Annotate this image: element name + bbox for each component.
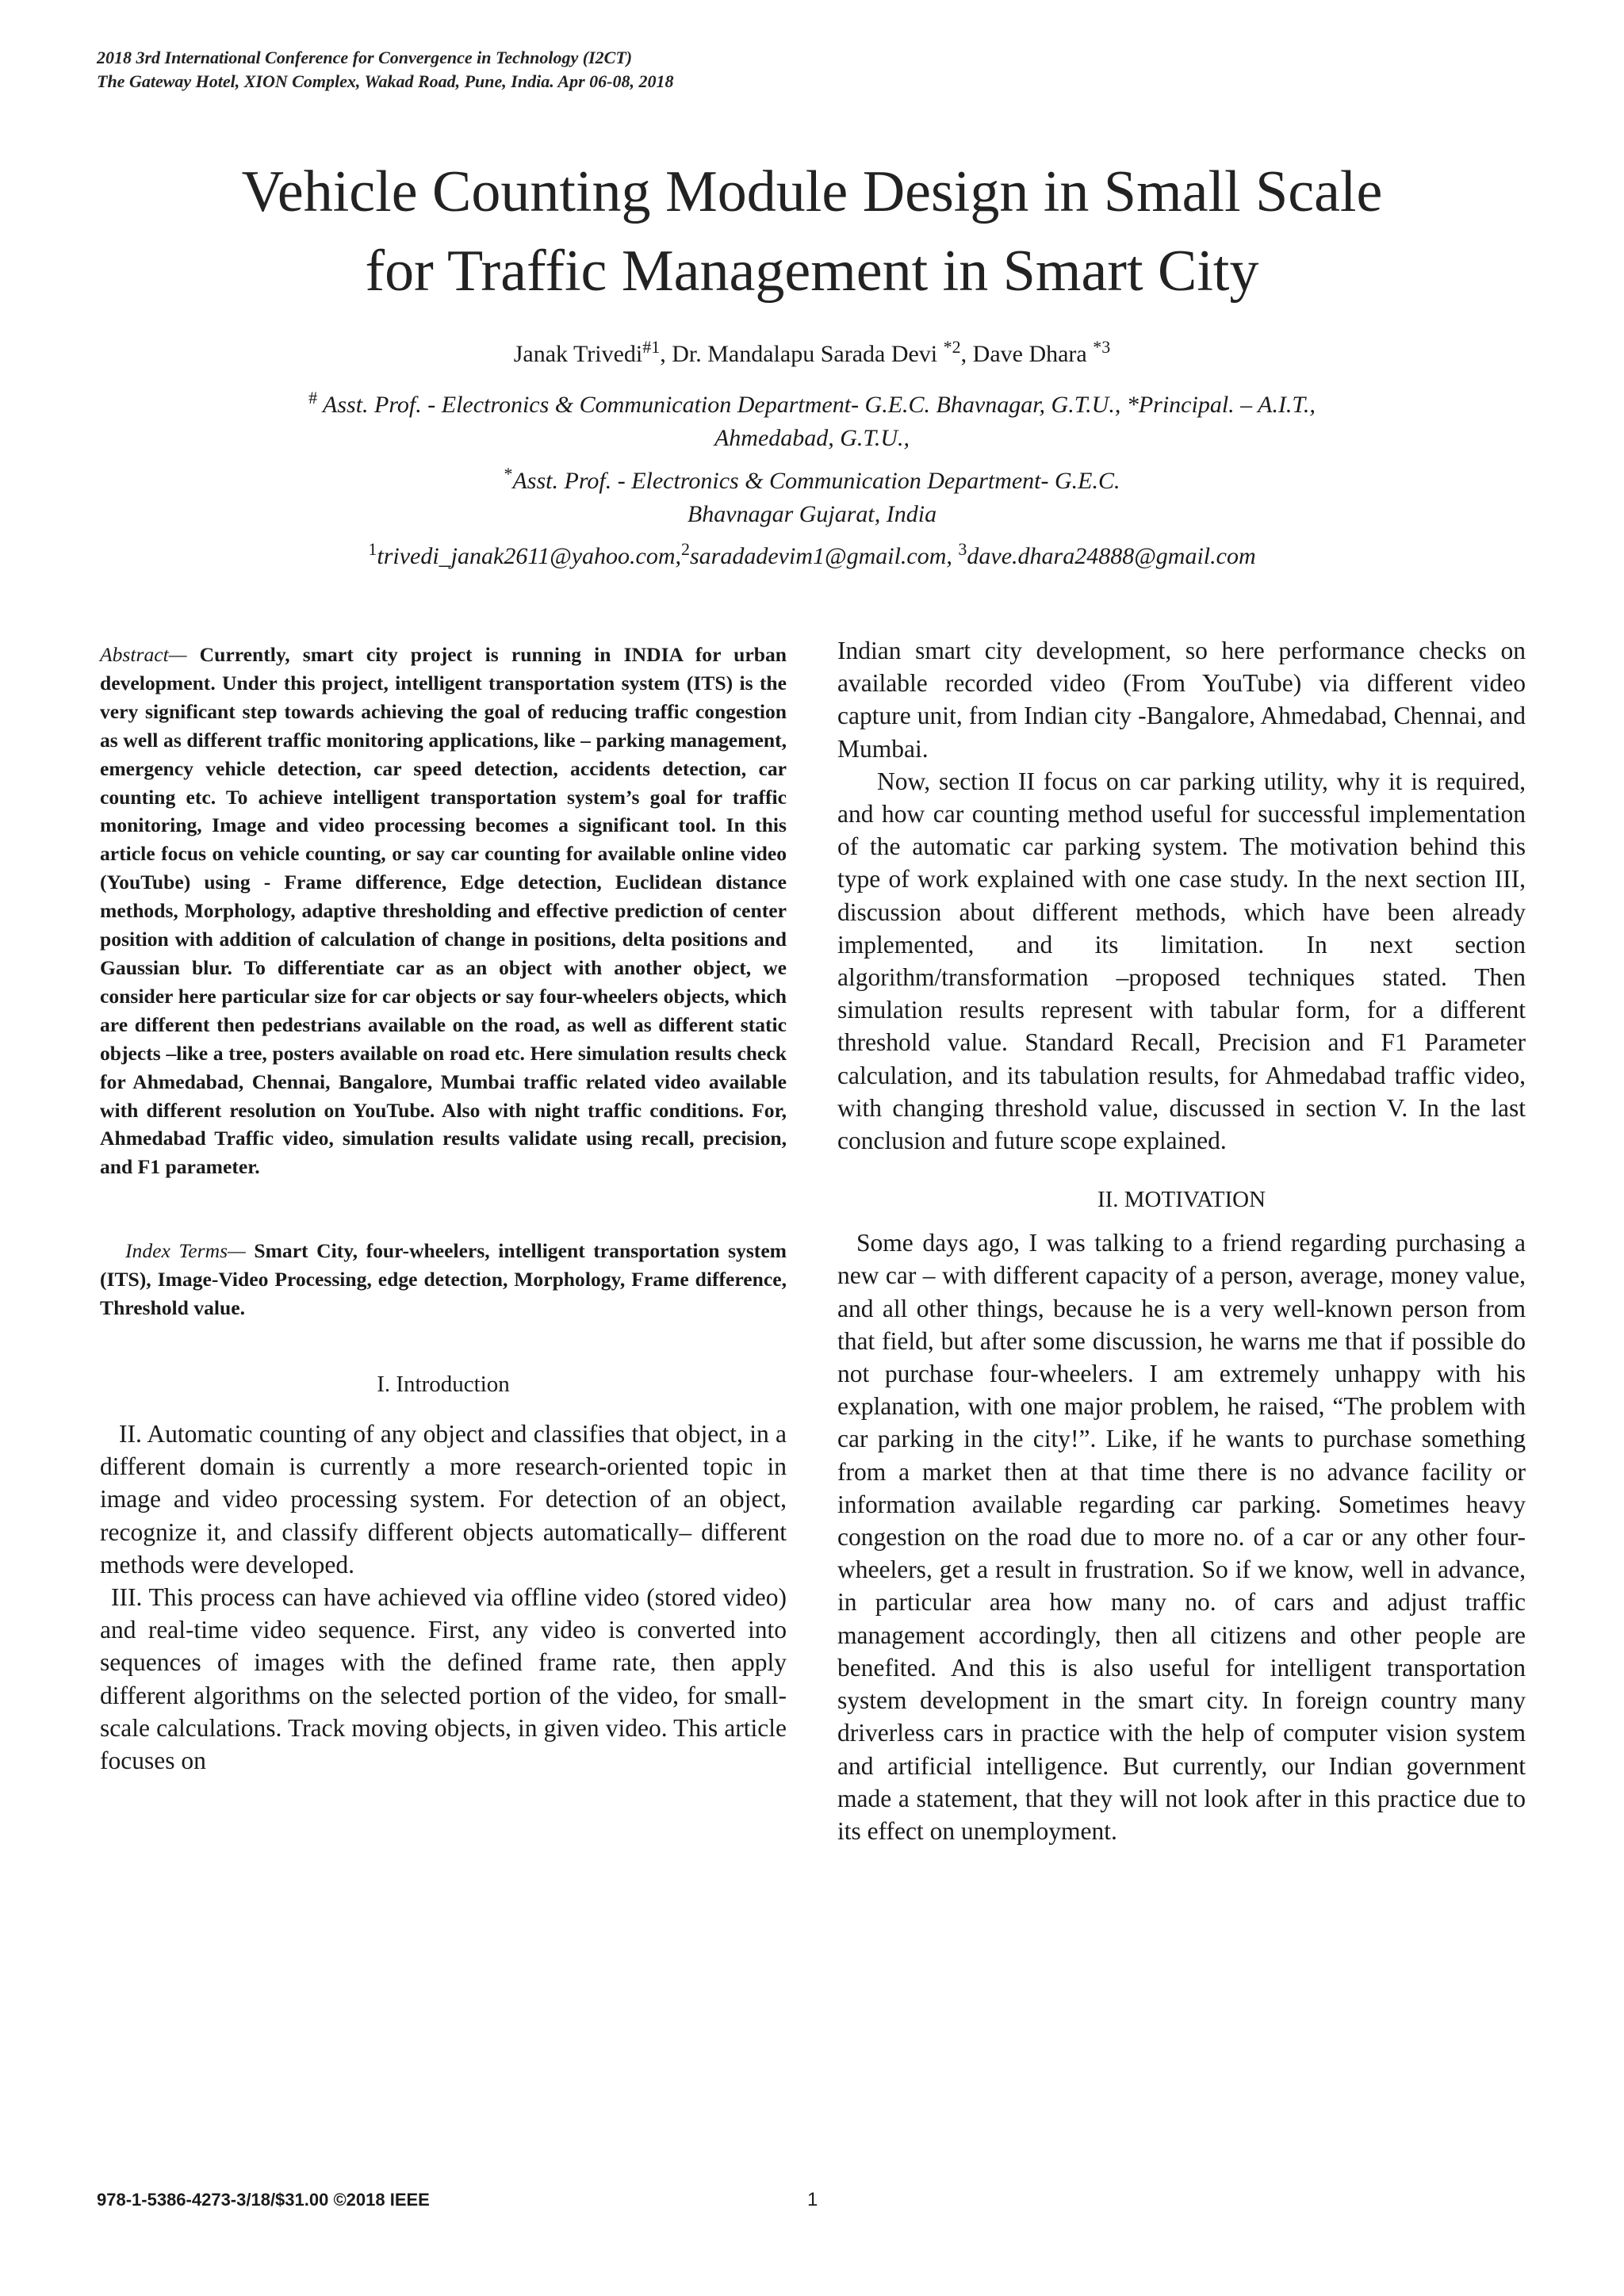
intro-paragraph-3: Indian smart city development, so here performance checks on available recorded video (From YouTube) via different video capture unit, from Indian city -Bangalore, Ahmedabad, Chennai, and Mumbai.	[837, 637, 1526, 763]
abstract	[100, 641, 787, 1181]
author-1: Janak Trivedi	[513, 341, 643, 367]
conference-venue: The Gateway Hotel, XION Complex, Wakad Road, Pune, India. Apr 06-08, 2018	[97, 71, 674, 91]
affiliation-2	[0, 457, 1624, 531]
section-heading-introduction: I. Introduction	[377, 1371, 510, 1397]
author-3-mark: *3	[1093, 337, 1111, 357]
index-terms-label: Index Terms—	[125, 1239, 246, 1263]
affiliation-1	[0, 381, 1624, 455]
page-number: 1	[807, 2189, 818, 2210]
index-terms-text: Smart City, four-wheelers, intelligent transportation system (ITS), Image-Video Processing, edge detection, Morphology, Frame difference, Threshold value.	[100, 1239, 787, 1320]
conference-name: 2018 3rd International Conference for Convergence in Technology (I2CT)	[97, 48, 633, 67]
author-2-mark: *2	[943, 337, 961, 357]
email-list	[0, 533, 1624, 573]
abstract-text: Currently, smart city project is running in INDIA for urban development. Under this project, intelligent transportation system (ITS) is the very significant step towards achieving the goal of reducing traffic congestion as well as different traffic monitoring applications, like – parking management, emergency vehicle detection, car speed detection, accidents detection, car counting etc. To achieve intelligent transportation system’s goal for traffic monitoring, Image and video processing becomes a significant tool. In this article focus on vehicle counting, or say car counting for available online video (YouTube) using - Frame difference, Edge detection, Euclidean distance methods, Morphology, adaptive thresholding and effective prediction of center position with addition of calculation of change in positions, delta positions and Gaussian blur. To differentiate car as an object with another object, we consider here particular size for car objects or say four-wheelers objects, which are different then pedestrians available on the road, as well as different static objects –like a tree, posters available on road etc. Here simulation results check for Ahmedabad, Chennai, Bangalore, Mumbai traffic related video available with different resolution on YouTube. Also with night traffic conditions. For, Ahmedabad Traffic video, simulation results validate using recall, precision, and F1 parameter.	[100, 643, 787, 1179]
affiliation-2-line-2: Bhavnagar Gujarat, India	[687, 501, 937, 527]
author-2: , Dr. Mandalapu Sarada Devi	[660, 341, 944, 367]
right-column	[837, 634, 1526, 1847]
affiliation-1-line-1: Asst. Prof. - Electronics & Communication Department- G.E.C. Bhavnagar, G.T.U., *Principal. – A.I.T.,	[317, 392, 1316, 418]
email-1-mark: 1	[368, 539, 377, 559]
paper-title	[0, 152, 1624, 311]
email-2-mark: 2	[681, 539, 690, 559]
affiliation-1-mark: #	[308, 388, 318, 408]
email-1[interactable]: trivedi_janak2611@yahoo.com,	[377, 543, 681, 569]
left-column	[100, 641, 787, 1777]
author-list	[0, 331, 1624, 370]
copyright-isbn: 978-1-5386-4273-3/18/$31.00 ©2018 IEEE	[97, 2190, 430, 2210]
intro-paragraph-2: III. This process can have achieved via offline video (stored video) and real-time video sequence. First, any video is converted into sequences of images with the defined frame rate, then apply different algorithms on the selected portion of the video, for small-scale calculations. Track moving objects, in given video. This article focuses on	[100, 1582, 787, 1774]
email-2[interactable]: saradadevim1@gmail.com,	[690, 543, 959, 569]
conference-header	[97, 46, 673, 94]
abstract-label: Abstract—	[100, 643, 187, 666]
affiliation-2-mark: *	[504, 464, 513, 484]
author-3: , Dave Dhara	[960, 341, 1094, 367]
motivation-paragraph-1: Some days ago, I was talking to a friend regarding purchasing a new car – with different capacity of a person, average, money value, and all other things, because he is a very well-known person from that field, but after some discussion, he warns me that if possible do not purchase four-wheelers. I am extremely unhappy with his explanation, with one major problem, he raised, “The problem with car parking in the city!”. Like, if he wants to purchase something from a market then at that time there is no advance facility or information available regarding car parking. Sometimes heavy congestion on the road due to more no. of a car or any other four-wheelers, get a result in frustration. So if we know, well in advance, in particular area how many no. of cars and adjust traffic management accordingly, then all citizens and other people are benefited. And this is also useful for intelligent transportation system development in the smart city. In foreign country many driverless cars in practice with the help of computer vision system and artificial intelligence. But currently, our Indian government made a statement, that they will not look after in this practice due to its effect on unemployment.	[837, 1229, 1526, 1845]
email-3[interactable]: dave.dhara24888@gmail.com	[967, 543, 1256, 569]
affiliation-1-line-2: Ahmedabad, G.T.U.,	[714, 425, 910, 451]
title-line-1: Vehicle Counting Module Design in Small Scale	[241, 159, 1383, 224]
title-line-2: for Traffic Management in Smart City	[365, 239, 1259, 304]
section-heading-motivation: II. MOTIVATION	[1097, 1187, 1266, 1213]
index-terms	[100, 1237, 787, 1322]
intro-paragraph-1: II. Automatic counting of any object and classifies that object, in a different domain is currently a more research-oriented topic in image and video processing system. For detection of an object, recognize it, and classify different objects automatically– different methods were developed.	[100, 1419, 787, 1578]
email-3-mark: 3	[958, 539, 967, 559]
author-1-mark: #1	[642, 337, 661, 357]
affiliation-2-line-1: Asst. Prof. - Electronics & Communication Department- G.E.C.	[512, 468, 1120, 494]
intro-paragraph-4: Now, section II focus on car parking utility, why it is required, and how car counting method useful for successful implementation of the automatic car parking system. The motivation behind this type of work explained with one case study. In the next section III, discussion about different methods, which have been already implemented, and its limitation. In next section algorithm/transformation –proposed techniques stated. Then simulation results represent with tabular form, for a different threshold value. Standard Recall, Precision and F1 Parameter calculation, and its tabulation results, for Ahmedabad traffic video, with changing threshold value, discussed in section V. In the last conclusion and future scope explained.	[837, 767, 1526, 1155]
